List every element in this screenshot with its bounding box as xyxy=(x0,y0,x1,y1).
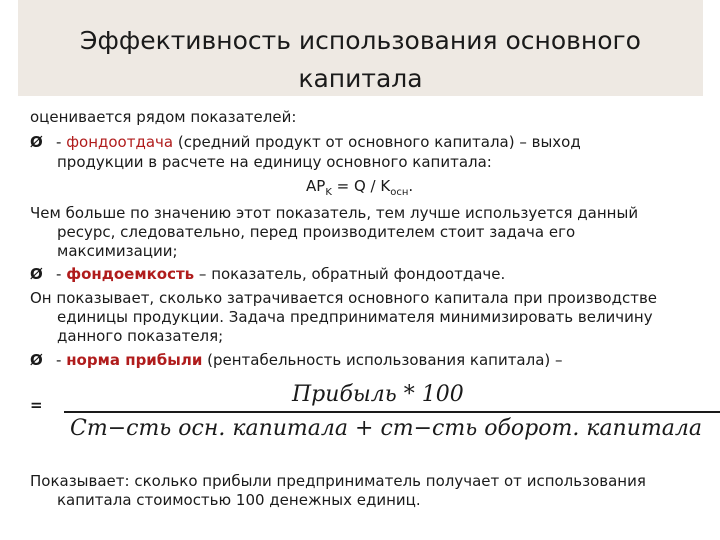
bullet-dash: - xyxy=(56,351,67,369)
bullet-fondoemkost xyxy=(30,264,505,284)
equals-sign: = xyxy=(30,396,43,414)
para1-line3: максимизации; xyxy=(57,242,178,260)
bullet-norma-pribyli xyxy=(30,350,563,370)
footer-line1: Показывает: сколько прибыли предприниматель получает от использования xyxy=(30,472,646,490)
para1-line2: ресурс, следовательно, перед производителем стоит задача его xyxy=(57,223,576,241)
arrow-bullet-icon: Ø xyxy=(30,351,43,369)
formula-rhs-sub: осн xyxy=(390,187,409,198)
arrow-bullet-icon: Ø xyxy=(30,133,43,151)
formula-lhs-sub: K xyxy=(325,187,332,198)
bullet-text: (средний продукт от основного капитала) – выход xyxy=(173,133,581,151)
fraction-bar xyxy=(64,411,720,413)
term-norma-pribyli: норма прибыли xyxy=(66,351,203,369)
formula-apk xyxy=(306,177,413,198)
intro-text: оценивается рядом показателей: xyxy=(30,108,297,126)
footer-line2: капитала стоимостью 100 денежных единиц. xyxy=(57,491,421,509)
formula-lhs: AP xyxy=(306,177,326,195)
bullet-text: (рентабельность использования капитала) – xyxy=(202,351,563,369)
formula-mid: = Q / K xyxy=(331,177,391,195)
slide-title xyxy=(18,22,703,98)
title-line-2: капитала xyxy=(298,64,423,93)
bullet-fondootdacha xyxy=(30,132,581,152)
arrow-bullet-icon: Ø xyxy=(30,265,43,283)
bullet-continuation: продукции в расчете на единицу основного капитала: xyxy=(57,153,492,171)
para2-line2: единицы продукции. Задача предпринимателя минимизировать величину xyxy=(57,308,653,326)
bullet-dash: - xyxy=(56,133,67,151)
bullet-text: – показатель, обратный фондоотдаче. xyxy=(194,265,506,283)
para1-line1: Чем больше по значению этот показатель, тем лучше используется данный xyxy=(30,204,639,222)
fraction-numerator: Прибыль * 100 xyxy=(292,382,464,407)
term-fondootdacha: фондоотдача xyxy=(66,133,174,151)
title-line-1: Эффективность использования основного xyxy=(80,26,641,55)
term-fondoemkost: фондоемкость xyxy=(66,265,195,283)
formula-end: . xyxy=(408,177,414,195)
para2-line3: данного показателя; xyxy=(57,327,224,345)
bullet-dash: - xyxy=(56,265,67,283)
para2-line1: Он показывает, сколько затрачивается основного капитала при производстве xyxy=(30,289,658,307)
fraction-denominator: Ст−сть осн. капитала + ст−сть оборот. капитала xyxy=(70,416,702,441)
